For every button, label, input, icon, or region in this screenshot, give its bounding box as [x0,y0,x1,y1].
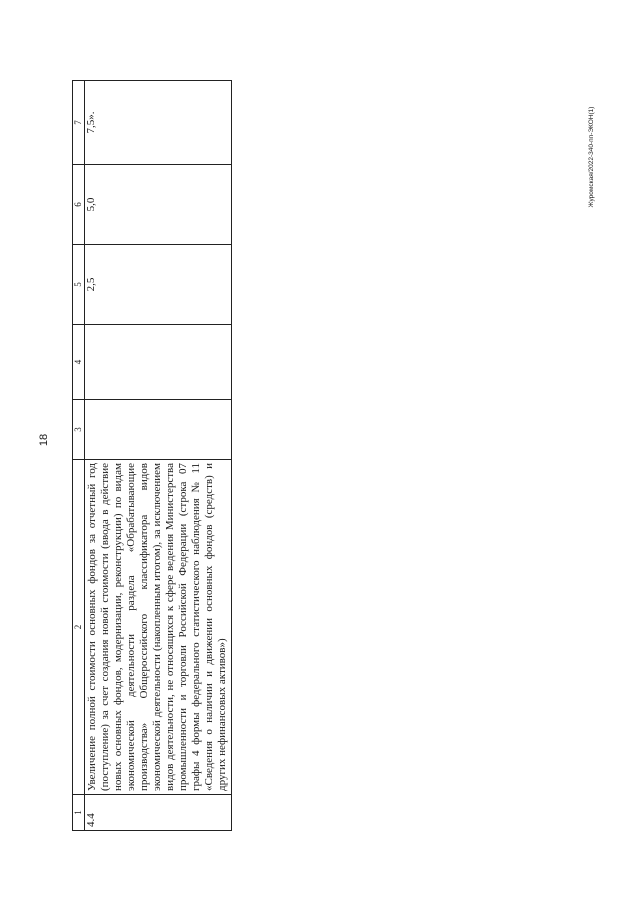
column-number-4: 4 [73,325,85,400]
indicator-table [72,81,232,831]
column-number-5: 5 [73,245,85,325]
page-number: 18 [38,433,50,447]
column-number-7: 7 [73,81,85,165]
column-number-1: 1 [73,795,85,831]
table-row [85,81,232,831]
document-reference-note: Журомская/2022-340-пп-ЭКОН(1) [588,106,595,208]
cell-col3 [85,400,232,460]
indicator-description: Увеличение полной стоимости основных фондов за отчетный год (поступление) за счет создания новой стоимости (ввода в действие новых основных фондов, модернизации, реконструкции) по видам экономической деятельности раздела «Обрабатывающие производства» Общероссийского классификатора видов экономической деятельности (накопленным итогом), за исключением видов деятельности, не относящихся к сфере ведения Министерства промышленности и торговли Российской Федерации (строка 07 графы 4 формы федерального статистического наблюдения № 11 «Сведения о наличии и движении основных фондов (средств) и других нефинансовых активов») [85,460,232,795]
cell-col4 [85,325,232,400]
cell-col6: 5,0 [85,165,232,245]
column-number-6: 6 [73,165,85,245]
column-number-3: 3 [73,400,85,460]
cell-col5: 2,5 [85,245,232,325]
column-number-row [73,81,85,831]
column-number-2: 2 [73,460,85,795]
row-code: 4.4 [85,795,232,831]
cell-col7: 7,5». [85,81,232,165]
